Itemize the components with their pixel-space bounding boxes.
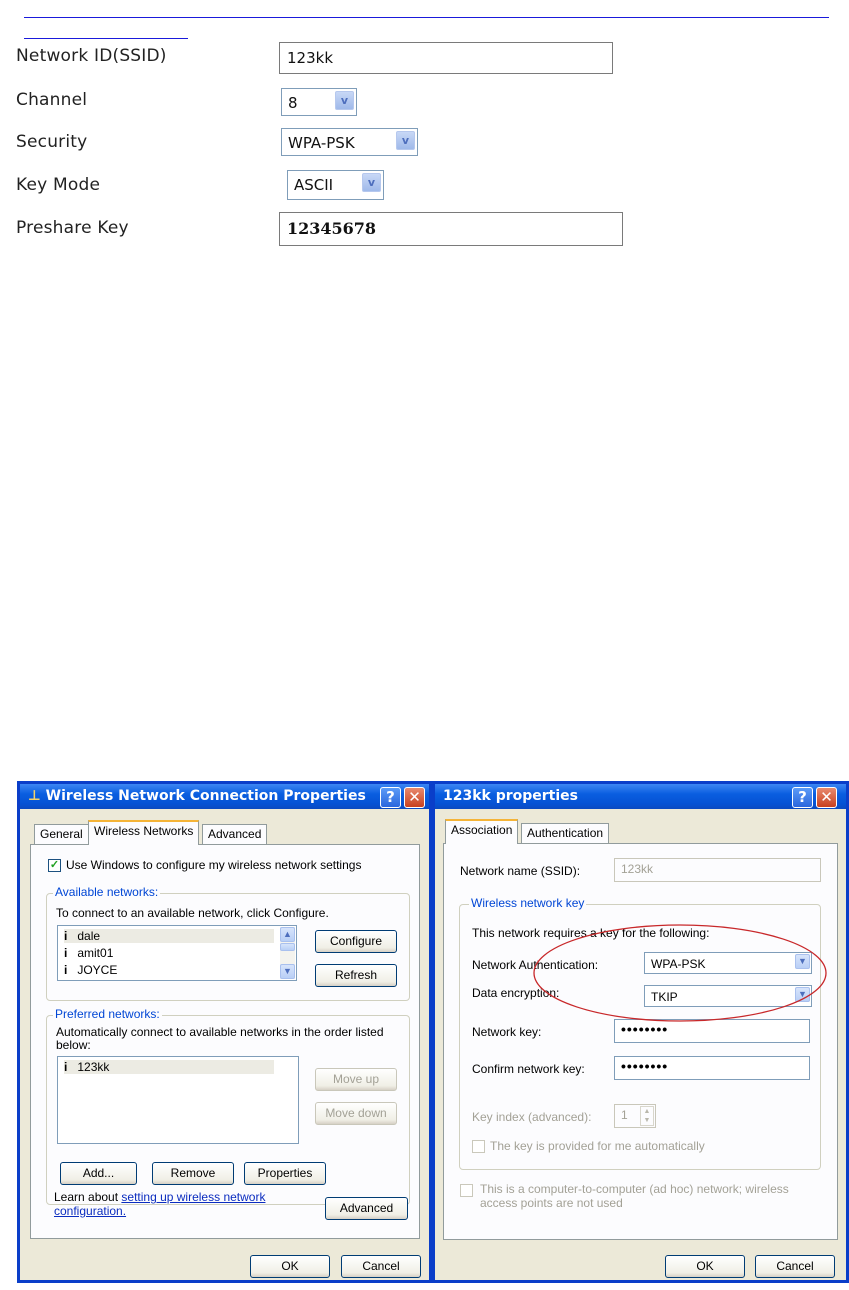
- network-key-label: Network key:: [472, 1025, 542, 1039]
- tab-advanced[interactable]: Advanced: [202, 824, 267, 844]
- dialog-body: [20, 809, 429, 1280]
- list-item-label: amit01: [77, 946, 114, 960]
- adhoc-checkbox[interactable]: [460, 1184, 473, 1197]
- ssid-label: Network name (SSID):: [460, 864, 581, 878]
- link-underline-1[interactable]: [24, 17, 829, 18]
- antenna-icon: i: [64, 1060, 68, 1074]
- tab-general[interactable]: General: [34, 824, 89, 844]
- scroll-thumb[interactable]: [280, 943, 295, 951]
- security-select[interactable]: [281, 128, 418, 156]
- highlight-ellipse: [435, 809, 846, 1069]
- auto-key-label: The key is provided for me automatically: [490, 1139, 705, 1153]
- antenna-icon: i: [64, 929, 68, 943]
- cancel-button[interactable]: Cancel: [755, 1255, 835, 1278]
- antenna-icon: i: [64, 963, 68, 977]
- antenna-icon: i: [64, 946, 68, 960]
- available-networks-legend: Available networks:: [55, 885, 159, 899]
- ssid-label: Network ID(SSID): [16, 46, 167, 66]
- keymode-select[interactable]: [287, 170, 384, 200]
- scroll-down-icon[interactable]: ▼: [280, 964, 295, 979]
- close-icon[interactable]: ✕: [816, 787, 837, 808]
- list-item[interactable]: [64, 946, 113, 960]
- dialog-body: [435, 809, 846, 1280]
- ssid-input[interactable]: 123kk: [279, 42, 613, 74]
- channel-label: Channel: [16, 90, 88, 110]
- preferred-networks-legend: Preferred networks:: [55, 1007, 160, 1021]
- list-item[interactable]: [64, 963, 117, 977]
- ok-button[interactable]: OK: [665, 1255, 745, 1278]
- window-title: 123kk properties: [443, 788, 579, 804]
- chevron-down-icon[interactable]: ▼: [795, 987, 810, 1002]
- use-windows-checkbox[interactable]: ✓: [49, 859, 60, 871]
- window-titlebar: [435, 784, 846, 809]
- security-value: WPA-PSK: [288, 134, 355, 152]
- wireless-connection-properties-window: [17, 781, 432, 1283]
- link-underline-2[interactable]: [24, 38, 188, 39]
- move-down-button[interactable]: Move down: [315, 1102, 397, 1125]
- properties-button[interactable]: Properties: [244, 1162, 326, 1185]
- encryption-value: TKIP: [651, 990, 678, 1004]
- window-titlebar: [20, 784, 429, 809]
- tab-authentication[interactable]: Authentication: [521, 823, 609, 844]
- tab-association[interactable]: Association: [445, 819, 518, 844]
- use-windows-label: Use Windows to configure my wireless network settings: [66, 858, 362, 872]
- network-properties-window: [432, 781, 849, 1283]
- learn-prefix: Learn about: [54, 1190, 122, 1204]
- refresh-button[interactable]: Refresh: [315, 964, 397, 987]
- keymode-label: Key Mode: [16, 175, 101, 195]
- security-label: Security: [16, 132, 88, 152]
- help-icon[interactable]: ?: [792, 787, 813, 808]
- key-index-value: 1: [621, 1108, 628, 1122]
- auto-key-checkbox[interactable]: [472, 1140, 485, 1153]
- configure-button[interactable]: Configure: [315, 930, 397, 953]
- scrollbar[interactable]: [280, 927, 295, 979]
- list-item-label: 123kk: [77, 1060, 110, 1074]
- preferred-networks-list[interactable]: [57, 1056, 299, 1144]
- available-networks-list[interactable]: [57, 925, 297, 981]
- learn-about-text: [54, 1190, 294, 1218]
- router-settings-panel: [0, 0, 705, 274]
- list-item[interactable]: [64, 929, 274, 943]
- tab-panel: [30, 844, 420, 1239]
- window-title: Wireless Network Connection Properties: [45, 788, 366, 804]
- available-networks-text: To connect to an available network, click Configure.: [56, 906, 329, 920]
- keymode-value: ASCII: [294, 176, 334, 194]
- chevron-down-icon[interactable]: v: [362, 173, 381, 192]
- preferred-networks-text: Automatically connect to available networks in the order listed below:: [56, 1025, 384, 1052]
- setup-wireless-link[interactable]: setting up wireless network configuration.: [54, 1190, 266, 1218]
- preshare-input[interactable]: 12345678: [279, 212, 623, 246]
- tab-wireless-networks[interactable]: Wireless Networks: [88, 820, 199, 845]
- add-button[interactable]: Add...: [60, 1162, 137, 1185]
- preshare-label: Preshare Key: [16, 218, 129, 238]
- scroll-up-icon[interactable]: ▲: [280, 927, 295, 942]
- move-up-button[interactable]: Move up: [315, 1068, 397, 1091]
- chevron-down-icon[interactable]: v: [396, 131, 415, 150]
- channel-value: 8: [288, 94, 298, 112]
- remove-button[interactable]: Remove: [152, 1162, 234, 1185]
- encryption-label: Data encryption:: [472, 986, 560, 1000]
- adhoc-label: This is a computer-to-computer (ad hoc) network; wireless access points are not used: [480, 1182, 789, 1210]
- key-index-spinner[interactable]: [614, 1104, 656, 1128]
- confirm-key-label: Confirm network key:: [472, 1062, 585, 1076]
- channel-select[interactable]: [281, 88, 357, 116]
- wireless-key-legend: Wireless network key: [471, 896, 585, 910]
- chevron-down-icon[interactable]: v: [335, 91, 354, 110]
- chevron-down-icon[interactable]: ▼: [795, 954, 810, 969]
- cancel-button[interactable]: Cancel: [341, 1255, 421, 1278]
- list-item[interactable]: [64, 1060, 274, 1074]
- confirm-key-value: ••••••••: [621, 1058, 669, 1074]
- list-item-label: JOYCE: [77, 963, 118, 977]
- requires-key-text: This network requires a key for the following:: [472, 926, 710, 940]
- spinner-arrows-icon[interactable]: ▲ ▼: [640, 1106, 654, 1126]
- auth-label: Network Authentication:: [472, 958, 599, 972]
- network-key-value: ••••••••: [621, 1021, 669, 1037]
- auth-value: WPA-PSK: [651, 957, 706, 971]
- list-item-label: dale: [77, 929, 101, 943]
- ok-button[interactable]: OK: [250, 1255, 330, 1278]
- close-icon[interactable]: ✕: [404, 787, 425, 808]
- help-icon[interactable]: ?: [380, 787, 401, 808]
- ssid-field[interactable]: 123kk: [614, 858, 821, 882]
- network-icon: ⊥: [28, 788, 41, 804]
- key-index-label: Key index (advanced):: [472, 1110, 592, 1124]
- advanced-button[interactable]: Advanced: [325, 1197, 408, 1220]
